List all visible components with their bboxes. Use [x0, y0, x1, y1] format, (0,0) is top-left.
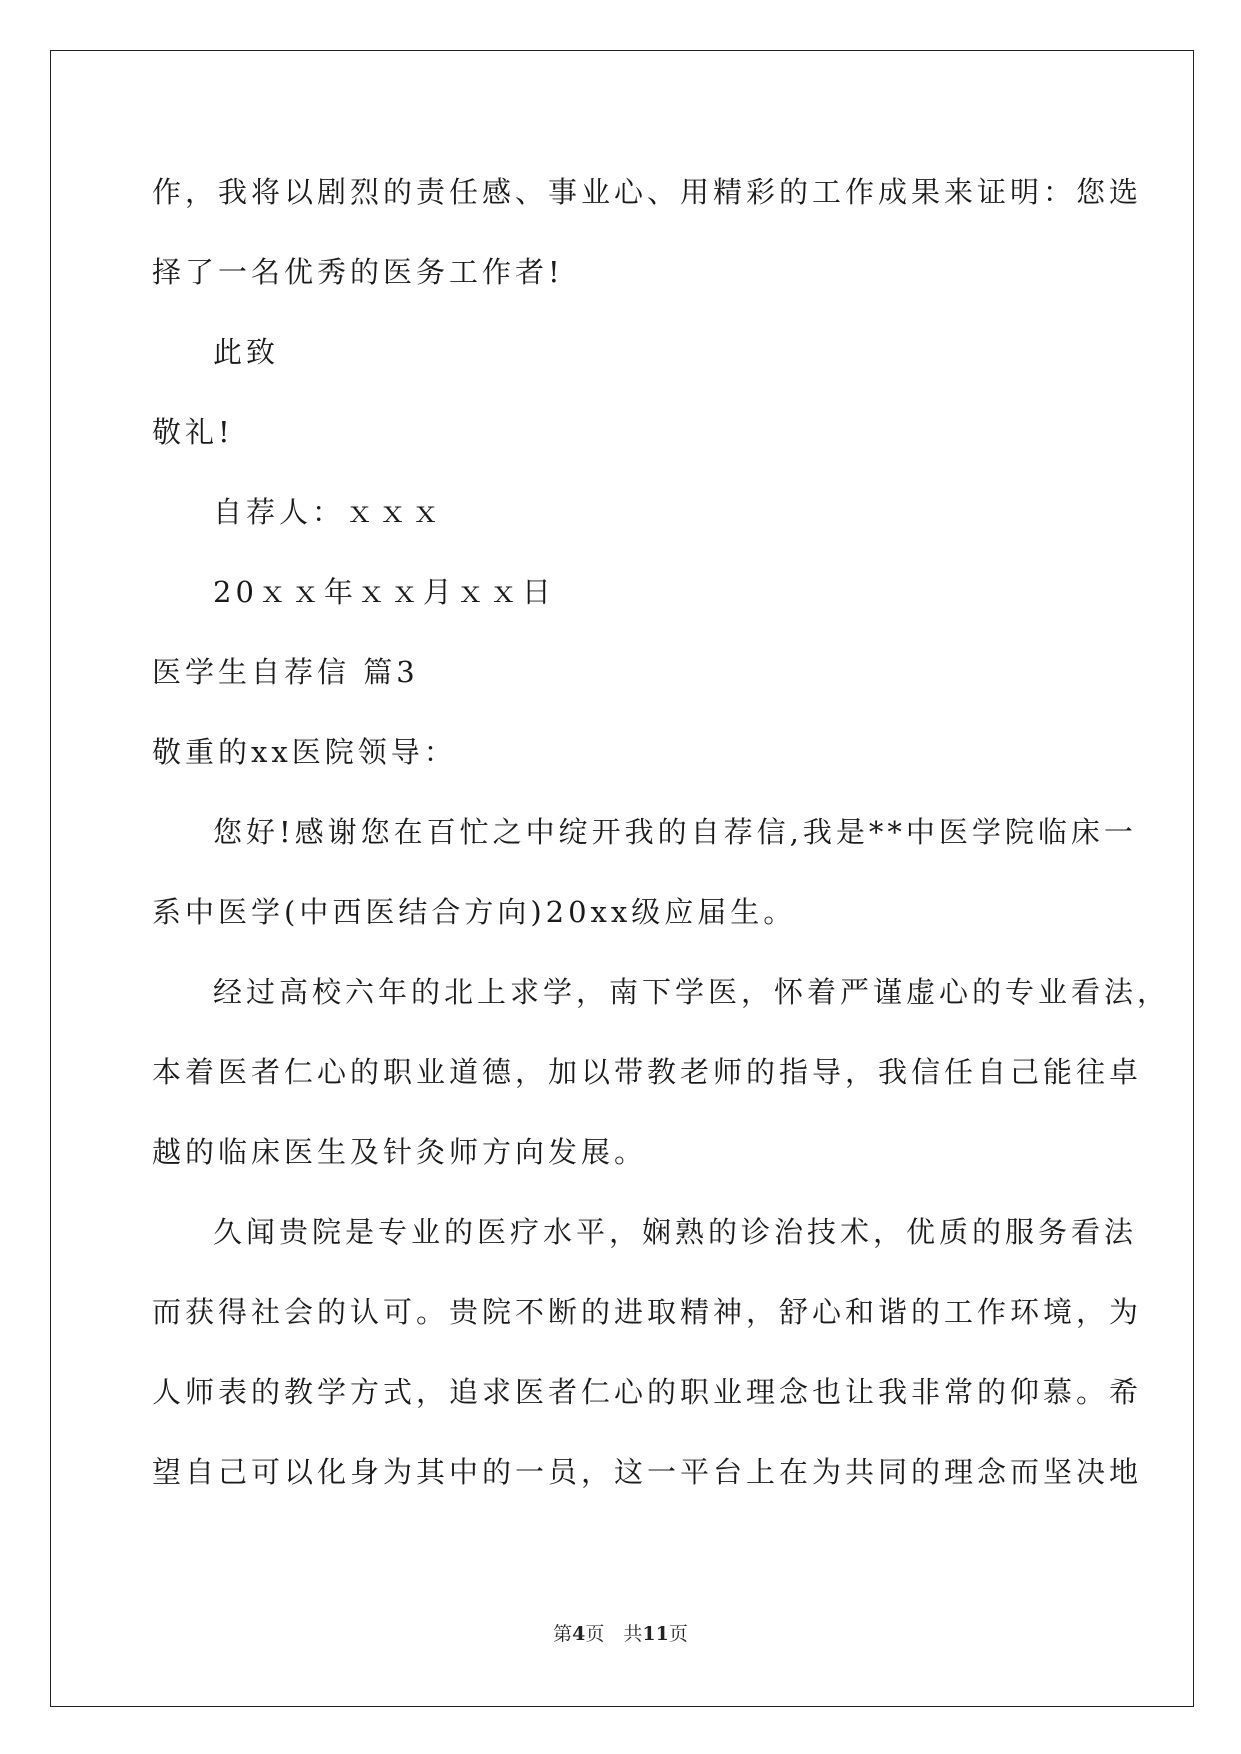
paragraph-line: 人师表的教学方式，追求医者仁心的职业理念也让我非常的仰慕。希: [152, 1375, 1143, 1409]
paragraph-line: 而获得社会的认可。贵院不断的进取精神，舒心和谐的工作环境，为: [152, 1295, 1143, 1329]
closing-respect: 敬礼!: [152, 415, 234, 449]
footer-suffix: 页: [668, 1623, 688, 1645]
paragraph-line: 望自己可以化身为其中的一员，这一平台上在为共同的理念而坚决地: [152, 1455, 1143, 1489]
footer-mid: 页 共: [585, 1623, 643, 1645]
paragraph-line: 您好!感谢您在百忙之中绽开我的自荐信,我是**中医学院临床一: [213, 815, 1137, 849]
footer-total-pages: 11: [642, 1623, 669, 1645]
paragraph-line: 越的临床医生及针灸师方向发展。: [152, 1135, 648, 1169]
closing-salutation: 此致: [213, 335, 280, 369]
footer-prefix: 第: [553, 1623, 573, 1645]
page-footer: [0, 1622, 1241, 1646]
section-title: 医学生自荐信 篇3: [152, 655, 419, 689]
salutation: 敬重的xx医院领导：: [152, 735, 457, 769]
paragraph-line: 本着医者仁心的职业道德，加以带教老师的指导，我信任自己能往卓: [152, 1055, 1143, 1089]
date-line: 20ｘｘ年ｘｘ月ｘｘ日: [213, 575, 555, 609]
paragraph-line: 系中医学(中西医结合方向)20xx级应届生。: [152, 895, 797, 929]
paragraph-line: 经过高校六年的北上求学，南下学医，怀着严谨虚心的专业看法，: [213, 975, 1171, 1009]
paragraph-line: 久闻贵院是专业的医疗水平，娴熟的诊治技术，优质的服务看法: [213, 1215, 1138, 1249]
footer-page-number: 4: [572, 1623, 586, 1645]
signature-line: 自荐人：ｘｘｘ: [213, 495, 445, 529]
paragraph-line: 择了一名优秀的医务工作者!: [152, 255, 564, 289]
paragraph-line: 作，我将以剧烈的责任感、事业心、用精彩的工作成果来证明：您选: [152, 175, 1143, 209]
